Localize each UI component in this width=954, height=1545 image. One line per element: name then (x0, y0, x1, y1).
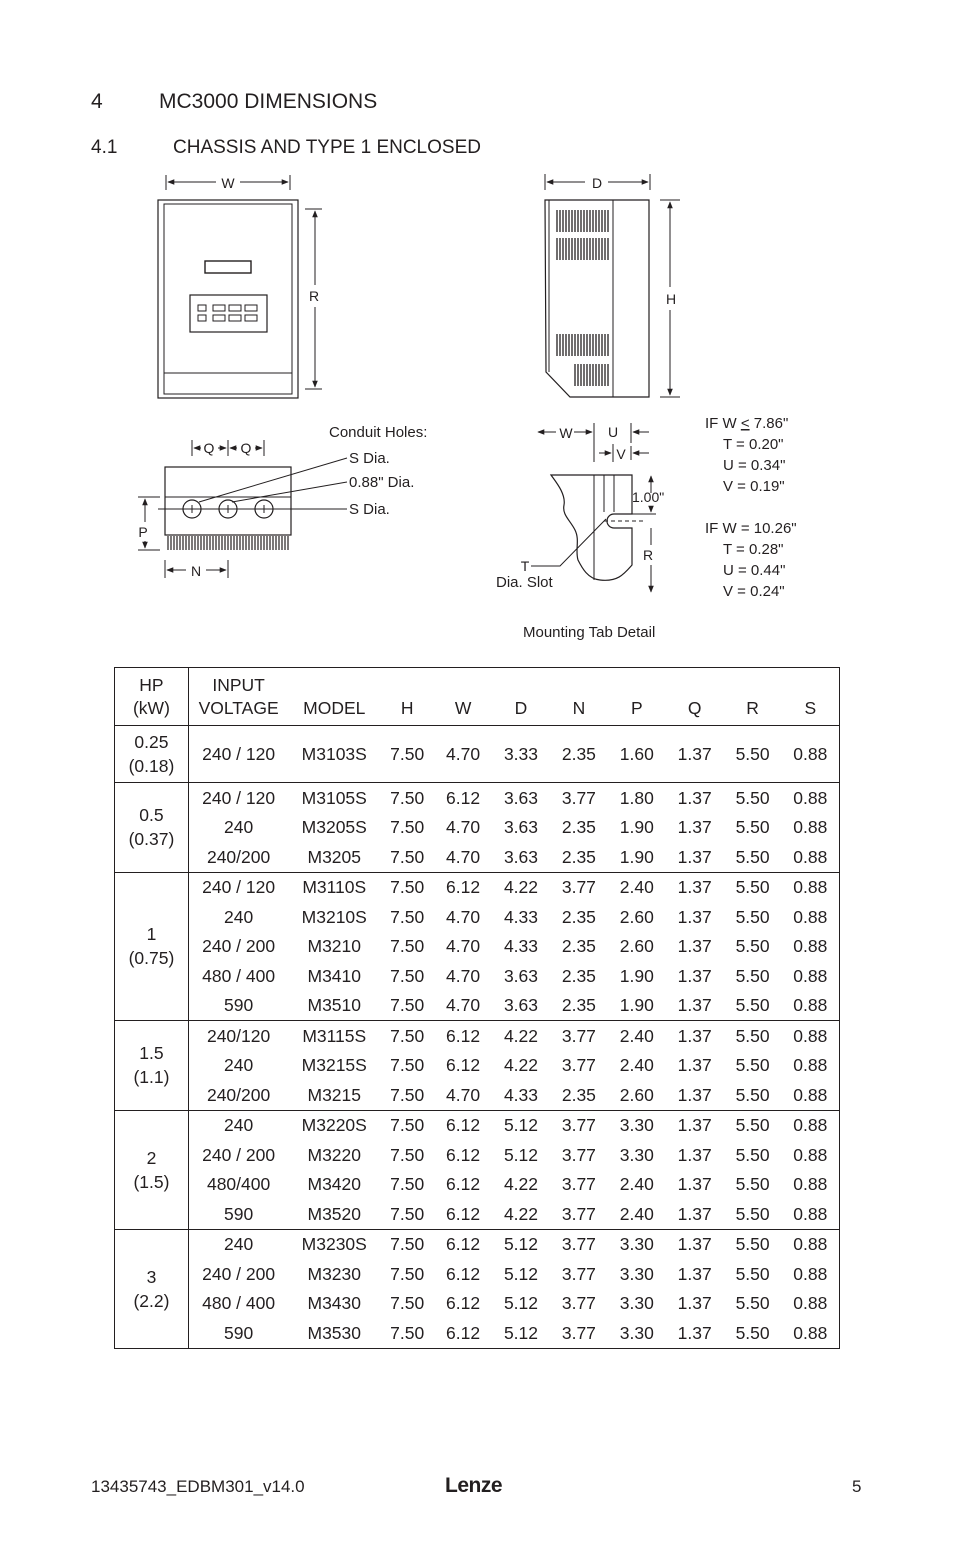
label-q2: Q (240, 440, 252, 456)
table-cell: M3103S (288, 726, 380, 783)
table-cell: 0.88 (793, 1293, 828, 1314)
table-cell: 5.50 (724, 1021, 782, 1051)
table-cell: 0.88 (793, 995, 828, 1016)
table-cell: 4.22 (503, 1174, 539, 1195)
cond1-v: V = 0.19" (723, 478, 785, 495)
table-cell: 0.88 (793, 936, 828, 957)
table-cell: 5.50 (735, 1293, 770, 1314)
label-t: T (520, 558, 530, 574)
table-cell: 0.88 (782, 1021, 840, 1051)
table-cell: 4.22 (503, 1055, 539, 1076)
table-cell: 240/200 (206, 1084, 271, 1105)
table-cell: 7.50 (390, 1174, 425, 1195)
table-cell: 2.35 (561, 1084, 596, 1105)
table-row (115, 1289, 840, 1319)
table-row (115, 1140, 840, 1170)
table-cell: 1.37 (677, 1174, 712, 1195)
table-cell: 7.50 (380, 1229, 434, 1259)
table-cell: 4.70 (446, 965, 481, 986)
table-cell: M3530 (307, 1322, 362, 1343)
table-cell: 6.12 (434, 872, 492, 902)
table-cell: 3.63 (503, 965, 539, 986)
table-cell: 2.35 (561, 846, 596, 867)
table-cell: 1.37 (666, 1229, 724, 1259)
table-cell: M3105S (288, 783, 380, 813)
table-cell: M3210 (307, 936, 362, 957)
table-cell: 4.33 (503, 906, 539, 927)
table-cell: 0.88 (793, 965, 828, 986)
table-cell: 2.40 (619, 1174, 654, 1195)
column-header: INPUT VOLTAGE (188, 668, 288, 726)
table-cell: 3.30 (619, 1144, 654, 1165)
table-cell: 2.35 (561, 965, 596, 986)
table-cell: 1.37 (677, 965, 712, 986)
table-cell: 1.37 (677, 817, 712, 838)
table-cell: 4.22 (503, 1203, 539, 1224)
table-cell: 1.90 (619, 965, 654, 986)
table-cell: 1.37 (677, 1203, 712, 1224)
dia-slot-label: Dia. Slot (496, 574, 553, 591)
table-row (115, 872, 840, 902)
table-cell: 0.88 (793, 1084, 828, 1105)
table-cell: 7.50 (380, 783, 434, 813)
table-cell: 5.50 (724, 783, 782, 813)
table-cell: 240 / 120 (188, 783, 288, 813)
label-q1: Q (203, 440, 215, 456)
conduit-088-dia: 0.88" Dia. (349, 474, 415, 491)
table-cell: M3230 (307, 1263, 362, 1284)
table-cell: 3.30 (608, 1229, 666, 1259)
conduit-title: Conduit Holes: (329, 424, 428, 441)
page-number: 5 (852, 1477, 862, 1496)
table-cell: 2.60 (619, 936, 654, 957)
lenze-logo: Lenze (445, 1474, 503, 1497)
hp-cell: 3 (2.2) (115, 1229, 189, 1348)
table-cell: 6.12 (446, 1293, 481, 1314)
column-header: H (380, 668, 434, 726)
table-cell: 0.88 (793, 1174, 828, 1195)
table-row (115, 1051, 840, 1081)
table-cell: 1.60 (608, 726, 666, 783)
mounting-tab-caption: Mounting Tab Detail (523, 624, 656, 641)
table-cell: 1.37 (666, 783, 724, 813)
table-row (115, 783, 840, 813)
table-cell: 3.30 (619, 1322, 654, 1343)
table-cell: M3420 (307, 1174, 362, 1195)
table-cell: 0.88 (793, 1144, 828, 1165)
table-cell: 7.50 (380, 872, 434, 902)
table-cell: 2.35 (550, 726, 608, 783)
table-cell: 4.70 (446, 817, 481, 838)
table-cell: 240 (224, 906, 254, 927)
table-cell: 4.70 (434, 726, 492, 783)
table-cell: 0.88 (782, 872, 840, 902)
table-cell: 240 / 120 (188, 872, 288, 902)
cond1-u: U = 0.34" (723, 457, 786, 474)
mounting-tab-detail (496, 423, 664, 641)
svg-text:IF W < 7.86" (705, 415, 788, 432)
table-cell: 6.12 (446, 1263, 481, 1284)
table-cell: 4.70 (446, 995, 481, 1016)
table-cell: 480 / 400 (202, 1293, 276, 1314)
table-cell: 3.63 (492, 783, 550, 813)
table-cell: M3205S (301, 817, 367, 838)
table-cell: 6.12 (434, 783, 492, 813)
table-cell: 3.77 (550, 872, 608, 902)
cond2-v: V = 0.24" (723, 583, 785, 600)
table-cell: 1.37 (677, 1322, 712, 1343)
tab-dim-100: 1.00" (632, 489, 665, 505)
table-cell: 5.50 (735, 1174, 770, 1195)
table-cell: 3.77 (550, 1110, 608, 1140)
table-cell: 7.50 (390, 1084, 425, 1105)
table-cell: 5.12 (492, 1110, 550, 1140)
table-cell: 5.12 (492, 1229, 550, 1259)
table-cell: 240 (224, 1055, 254, 1076)
hp-cell: 2 (1.5) (115, 1110, 189, 1229)
table-cell: 5.50 (735, 1263, 770, 1284)
table-cell: 1.37 (677, 906, 712, 927)
table-cell: 6.12 (434, 1229, 492, 1259)
label-h-side: H (665, 291, 677, 307)
table-cell: 2.35 (561, 995, 596, 1016)
table-cell: 2.40 (619, 1203, 654, 1224)
table-row (115, 1259, 840, 1289)
table-cell: 7.50 (390, 1322, 425, 1343)
table-cell: 5.50 (735, 817, 770, 838)
table-row (115, 1229, 840, 1259)
table-cell: 3.63 (503, 995, 539, 1016)
table-cell: 2.40 (619, 1055, 654, 1076)
table-cell: 0.88 (793, 1055, 828, 1076)
table-cell: 2.35 (561, 936, 596, 957)
table-cell: 6.12 (434, 1021, 492, 1051)
dimension-drawing (0, 0, 954, 660)
table-row (115, 813, 840, 843)
table-cell: 1.37 (677, 995, 712, 1016)
table-cell: 2.60 (619, 1084, 654, 1105)
table-row (115, 1110, 840, 1140)
table-cell: 7.50 (390, 995, 425, 1016)
table-cell: M3220S (288, 1110, 380, 1140)
table-cell: M3230S (288, 1229, 380, 1259)
table-cell: 7.50 (390, 1055, 425, 1076)
table-cell: 5.50 (724, 872, 782, 902)
table-cell: 1.90 (619, 995, 654, 1016)
column-header: N (550, 668, 608, 726)
table-row (115, 726, 840, 783)
table-cell: 5.50 (735, 995, 770, 1016)
table-cell: 1.37 (677, 846, 712, 867)
cond1-head-op: < (740, 415, 750, 432)
table-cell: 590 (224, 1322, 254, 1343)
table-cell: 4.22 (492, 872, 550, 902)
table-cell: 240 / 200 (202, 936, 276, 957)
table-cell: 3.30 (619, 1263, 654, 1284)
table-cell: 2.35 (561, 817, 596, 838)
table-cell: 7.50 (380, 1021, 434, 1051)
section-number: 4 (91, 90, 103, 113)
table-cell: 0.88 (793, 906, 828, 927)
table-cell: 590 (224, 1203, 254, 1224)
table-cell: M3110S (288, 872, 380, 902)
table-cell: 5.12 (503, 1293, 539, 1314)
table-cell: 7.50 (390, 846, 425, 867)
table-cell: 5.12 (503, 1263, 539, 1284)
table-cell: 5.50 (724, 726, 782, 783)
table-cell: 0.88 (793, 1263, 828, 1284)
tab-conditions (705, 415, 797, 600)
table-cell: 1.80 (608, 783, 666, 813)
table-cell: 4.70 (446, 906, 481, 927)
table-cell: 240 (224, 817, 254, 838)
table-cell: 5.12 (503, 1144, 539, 1165)
table-cell: 3.30 (619, 1293, 654, 1314)
table-cell: M3210S (301, 906, 367, 927)
table-cell: 6.12 (434, 1110, 492, 1140)
table-cell: 240 / 200 (202, 1144, 276, 1165)
table-cell: M3410 (307, 965, 362, 986)
table-cell: 7.50 (380, 1110, 434, 1140)
cond1-t: T = 0.20" (723, 436, 784, 453)
table-cell: 5.50 (735, 846, 770, 867)
table-cell: 3.33 (492, 726, 550, 783)
table-row (115, 961, 840, 991)
column-header: R (724, 668, 782, 726)
table-cell: 5.50 (735, 1084, 770, 1105)
column-header: W (434, 668, 492, 726)
table-cell: 3.77 (561, 1174, 596, 1195)
table-cell: 240 (188, 1229, 288, 1259)
table-cell: 6.12 (446, 1174, 481, 1195)
table-cell: M3215S (301, 1055, 367, 1076)
table-cell: 3.77 (561, 1293, 596, 1314)
table-cell: 0.88 (793, 846, 828, 867)
label-v: V (616, 446, 626, 462)
column-header: MODEL (288, 668, 380, 726)
table-row (115, 1021, 840, 1051)
table-cell: 1.90 (619, 817, 654, 838)
table-row (115, 1199, 840, 1229)
label-u: U (607, 424, 619, 440)
table-cell: M3520 (307, 1203, 362, 1224)
table-cell: 5.50 (724, 1110, 782, 1140)
table-cell: 0.88 (793, 1322, 828, 1343)
table-header-row (115, 668, 840, 726)
table-cell: 5.50 (735, 1203, 770, 1224)
table-cell: M3205 (307, 846, 362, 867)
table-cell: 7.50 (380, 726, 434, 783)
table-cell: 240 / 200 (202, 1263, 276, 1284)
table-cell: 0.88 (782, 1110, 840, 1140)
table-cell: 1.37 (677, 936, 712, 957)
table-cell: 4.33 (503, 936, 539, 957)
table-cell: 2.40 (608, 872, 666, 902)
cond2-t: T = 0.28" (723, 541, 784, 558)
table-cell: 0.88 (793, 817, 828, 838)
table-cell: 3.77 (561, 1322, 596, 1343)
label-r-tab: R (642, 547, 654, 563)
table-cell: 1.37 (677, 1293, 712, 1314)
table-cell: 240 / 120 (188, 726, 288, 783)
table-cell: 3.77 (550, 1229, 608, 1259)
column-header: P (608, 668, 666, 726)
table-cell: 1.90 (619, 846, 654, 867)
label-p: P (138, 524, 148, 540)
table-cell: 5.50 (735, 1144, 770, 1165)
table-cell: 3.77 (561, 1055, 596, 1076)
table-cell: 1.37 (677, 1263, 712, 1284)
hp-cell: 1 (0.75) (115, 872, 189, 1021)
table-cell: 240 (188, 1110, 288, 1140)
column-header: Q (666, 668, 724, 726)
table-cell: 4.70 (446, 936, 481, 957)
table-cell: 0.88 (782, 783, 840, 813)
table-cell: 5.50 (724, 1229, 782, 1259)
table-cell: 7.50 (390, 965, 425, 986)
table-cell: 1.37 (666, 872, 724, 902)
table-cell: 4.70 (446, 846, 481, 867)
table-cell: 4.33 (503, 1084, 539, 1105)
label-d-side: D (591, 175, 603, 191)
cond2-u: U = 0.44" (723, 562, 786, 579)
table-cell: 480/400 (206, 1174, 271, 1195)
table-cell: 3.77 (561, 1263, 596, 1284)
table-cell: 5.50 (735, 936, 770, 957)
cond1-head-val: 7.86" (749, 415, 789, 432)
table-cell: 1.37 (666, 1021, 724, 1051)
table-cell: 0.88 (793, 1203, 828, 1224)
table-cell: 6.12 (446, 1203, 481, 1224)
table-cell: 1.37 (666, 726, 724, 783)
table-cell: 3.77 (561, 1203, 596, 1224)
section-title: MC3000 DIMENSIONS (159, 90, 378, 113)
table-cell: 1.37 (677, 1055, 712, 1076)
label-n: N (190, 563, 202, 579)
table-cell: 1.37 (666, 1110, 724, 1140)
table-cell: 240/200 (206, 846, 271, 867)
cond1-head-pre: IF W (705, 415, 741, 432)
table-cell: M3220 (307, 1144, 362, 1165)
hp-cell: 1.5 (1.1) (115, 1021, 189, 1111)
table-cell: 7.50 (390, 1293, 425, 1314)
table-cell: M3510 (307, 995, 362, 1016)
bottom-view (138, 424, 427, 579)
label-w-tab: W (559, 425, 573, 441)
column-header: HP (kW) (115, 668, 189, 726)
table-cell: 6.12 (446, 1055, 481, 1076)
column-header: D (492, 668, 550, 726)
label-w-front: W (221, 175, 235, 191)
table-cell: 6.12 (446, 1144, 481, 1165)
doc-id: 13435743_EDBM301_v14.0 (91, 1477, 305, 1496)
table-cell: 3.30 (608, 1110, 666, 1140)
table-cell: 1.37 (677, 1084, 712, 1105)
label-r-front: R (308, 288, 320, 304)
table-cell: 5.50 (735, 906, 770, 927)
table-cell: 7.50 (390, 1144, 425, 1165)
table-row (115, 1170, 840, 1200)
table-cell: 3.63 (503, 817, 539, 838)
table-cell: 240/120 (188, 1021, 288, 1051)
table-row (115, 1318, 840, 1348)
table-cell: 2.40 (608, 1021, 666, 1051)
table-cell: 7.50 (390, 936, 425, 957)
table-cell: 7.50 (390, 1263, 425, 1284)
table-row (115, 1080, 840, 1110)
table-cell: 7.50 (390, 817, 425, 838)
table-cell: 1.37 (677, 1144, 712, 1165)
table-cell: 3.77 (561, 1144, 596, 1165)
conduit-s-dia-2: S Dia. (349, 501, 390, 518)
table-row (115, 932, 840, 962)
table-row (115, 902, 840, 932)
table-cell: 5.12 (503, 1322, 539, 1343)
table-cell: 5.50 (735, 1322, 770, 1343)
table-cell: 5.50 (735, 1055, 770, 1076)
table-cell: 4.70 (446, 1084, 481, 1105)
table-cell: M3215 (307, 1084, 362, 1105)
table-cell: M3430 (307, 1293, 362, 1314)
dimension-table (114, 667, 840, 1349)
table-cell: 590 (224, 995, 254, 1016)
hp-cell: 0.25 (0.18) (115, 726, 189, 783)
hp-cell: 0.5 (0.37) (115, 783, 189, 873)
table-cell: 5.50 (735, 965, 770, 986)
table-cell: 0.88 (782, 726, 840, 783)
table-cell: 7.50 (390, 906, 425, 927)
cond2-head: IF W = 10.26" (705, 520, 797, 537)
table-cell: 4.22 (492, 1021, 550, 1051)
side-view (545, 174, 680, 397)
table-cell: 3.77 (550, 1021, 608, 1051)
subsection-title: CHASSIS AND TYPE 1 ENCLOSED (173, 137, 481, 158)
table-row (115, 991, 840, 1021)
table-cell: 480 / 400 (202, 965, 276, 986)
table-cell: M3115S (288, 1021, 380, 1051)
subsection-number: 4.1 (91, 137, 118, 158)
table-cell: 2.35 (561, 906, 596, 927)
table-row (115, 842, 840, 872)
conduit-s-dia-1: S Dia. (349, 450, 390, 467)
table-cell: 3.77 (550, 783, 608, 813)
table-cell: 0.88 (782, 1229, 840, 1259)
column-header: S (782, 668, 840, 726)
front-view (158, 175, 322, 398)
table-cell: 3.63 (503, 846, 539, 867)
table-cell: 2.60 (619, 906, 654, 927)
table-cell: 7.50 (390, 1203, 425, 1224)
table-cell: 6.12 (446, 1322, 481, 1343)
